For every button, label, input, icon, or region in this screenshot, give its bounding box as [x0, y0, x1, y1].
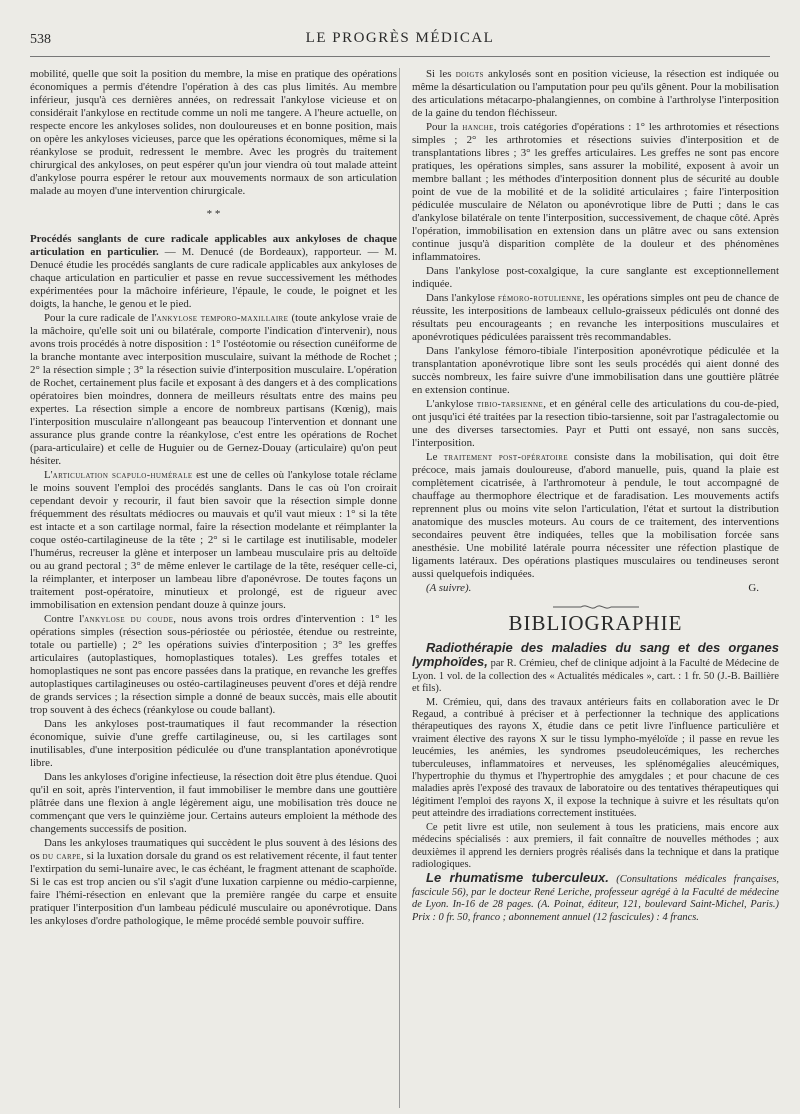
paragraph: L'articulation scapulo-humérale est une de celles où l'ankylose totale réclame le moins souvent l'emploi des procédés sanglants. Dans le cas où l'on croirait cependant devoir y recourir, il faut bien savoir que la résection simple donne fréquemment des résultats médiocres ou mauvais et qu'il vaut mieux : 1° si la tête est intacte et a son cartilage normal, faire la résection modelante et réimplanter la coque ostéo-cartilagineuse de la tête ; 2° si le cartilage est inutilisable, modeler l'humérus, recreuser la glène et interposer un lambeau musculaire pris au deltoïde ou au grand pectoral ; 3° de même enlever le cartilage de la tête, reséquer celle-ci, la réimplanter, et interposer un lambeau libre d'aponévrose. De toutes façons un traitement post-opératoire, minutieux et prolongé, est de rigueur avec immobilisation en extension pendant douze à quinze jours.: [30, 469, 397, 611]
book-title: Le rhumatisme tuberculeux.: [426, 870, 609, 886]
bibliography-entry: Radiothérapie des maladies du sang et des organes lymphoïdes, par R. Crémieu, chef de clinique adjoint à la Faculté de Médecine de Lyon. 1 vol. de la collection des « Actualités médicales », cart. : 1 fr. 50 (J.-B. Baillière et fils).: [412, 640, 779, 695]
paragraph: Dans les ankyloses traumatiques qui succèdent le plus souvent à des lésions des os du carpe, si la luxation dorsale du grand os est relativement récente, il faut tenter l'extirpation du semi-lunaire avec, le cas échéant, le fragment attenant de scaphoïde. Si le cas est trop ancien ou s'il s'agit d'une luxation carpienne ou médio-carpienne, faire l'hémi-résection en enlevant que la première rangée du carpe et ensuite pratiquer l'interposition d'un lambeau pédiculé musculaire ou aponévrotique. Dans les ankyloses d'ordre pathologique, le même procédé semble pouvoir suffire.: [30, 837, 398, 927]
column-rule: [399, 68, 400, 1108]
paragraph: L'ankylose tibio-tarsienne, et en général celle des articulations du cou-de-pied, ont jusqu'ici été traitées par la resection tibio-tarsienne, soit par l'astragalectomie ou une des diverses tarsectomies. Payr et Putti ont essayé, non sans succès, l'interposition.: [412, 398, 779, 449]
running-title: LE PROGRÈS MÉDICAL: [305, 30, 495, 46]
paragraph: Dans l'ankylose fémoro-tibiale l'interposition aponévrotique pédiculée et la transplantation aponévrotique libre sont les seuls procédés qui aient donné des succès nombreux, les faire suivre d'une immobilisation dans une gouttière plâtrée en extension continue.: [412, 345, 779, 396]
section-divider: * *: [206, 208, 221, 220]
section-title: Procédés sanglants de cure radicale applicables aux ankyloses de chaque articulation en particulier.: [30, 233, 397, 258]
paragraph: Si les doigts ankylosés sont en position vicieuse, la résection est indiquée ou même la désarticulation ou l'amputation pour peu qu'ils gênent. Pour la mobilisation des articulations métacarpo-phalangiennes, on combine à l'arthrolyse l'interposition de la gaine du tendon fléchisseur.: [412, 68, 779, 119]
author-signature: G.: [748, 582, 759, 594]
right-column: [412, 68, 779, 925]
paragraph: Dans l'ankylose post-coxalgique, la cure sanglante est exceptionnellement indiquée.: [412, 265, 779, 290]
review-paragraph: M. Crémieu, qui, dans des travaux antérieurs faits en collaboration avec le Dr Regaud, a contribué à préciser et à perfectionner la technique des applications thérapeutiques des rayons X, étudie dans ce petit livre l'influence particulière et vraiment élective des rayons X sur le tissu lympho-myéloïde ; il passe en revue les leucémies, les anémies, les syndromes pseudoleucémiques, les recherches tuberculeuses, inflammatoires et nerveuses, les splénomégalies aleucémiques, l'hypertrophie du thymus et l'hypertrophie des amygdales ; et pour chacune de ces maladies après l'exposé des travaux de laboratoire ou des tentatives thérapeutiques qui légitiment l'emploi des rayons X, il expose la technique à suivre et les résultats qu'on peut atteindre des irradiations correctement instituées.: [412, 696, 779, 820]
review-paragraph: Ce petit livre est utile, non seulement à tous les praticiens, mais encore aux médecins spécialisés : aux premiers, il fait connaître de nouvelles méthodes ; aux deuxièmes il apprend les derniers progrès réalisés dans la technique et dans la pratique radiologiques.: [412, 821, 779, 870]
to-be-continued: (A suivre).: [426, 582, 472, 594]
section-paragraph: Procédés sanglants de cure radicale applicables aux ankyloses de chaque articulation en particulier. — M. Denucé (de Bordeaux), rapporteur. — M. Denucé étudie les procédés sanglants de cure radicale applicables aux ankyloses de chaque articulation en particulier et passe en revue successivement les méthodes expérimentées pour la mâchoire inférieure, l'épaule, le coude, le poignet et les doigts, la hanche, le genou et le pied.: [30, 233, 398, 310]
paragraph: Pour la cure radicale de l'ankylose temporo-maxillaire (toute ankylose vraie de la mâchoire, qu'elle soit uni ou bilatérale, comporte l'indication d'intervenir), nous avons trois procédés à notre disposition : 1° l'ostéotomie ou résection cunéiforme de la branche montante avec interposition musculaire, suivant la méthode de Rochet ; 2° la résection simple ; 3° la résection suivie d'interposition musculaire. L'opération de Rochet, certainement plus facile et exposant à des dangers et à des complications opératoires bien moindres, donnera de meilleurs résultats entre des mains peu expertes. La résection simple a encore de nombreux partisans (Kœnig), mais l'interposition musculaire n'allongeant pas beaucoup l'intervention et donnant une assurance plus grande contre la réankylose, c'est entre les opérations de Rochet (para-articulaire) et celle de Huguier ou de Gernez-Douay (articulaire) qu'on peut hésiter.: [30, 312, 397, 467]
paragraph: Dans les ankyloses post-traumatiques il faut recommander la résection économique, suivie d'une greffe cartilagineuse, ou, si les cartilages sont inutilisables, d'une interposition pédiculée ou d'une transplantation aponévrotique libre.: [30, 718, 397, 769]
page-header: [30, 30, 770, 52]
paragraph: Le traitement post-opératoire consiste dans la mobilisation, qui doit être précoce, mais jamais douloureuse, d'abord manuelle, puis, quand la plaie est complètement cicatrisée, à l'arthromoteur à pendule, le tout accompagné de chauffage au thermophore électrique et de faradisation. Les mouvements actifs reprennent plus ou moins vite selon l'articulation, l'état et surtout la distribution anatomique des muscles moteurs. Au cours de ce traitement, des interventions secondaires peuvent être indiquées, telles que la mobilisation forcée sans anesthésie. Une mobilité latérale pourra nécessiter une réfection plastique de ligaments latéraux. Des opérations plastiques musculaires ou tendineuses seront aussi quelquefois indiquées.: [412, 451, 780, 580]
bibliography-entry: Le rhumatisme tuberculeux. (Consultations médicales françaises, fascicule 56), par le docteur René Leriche, professeur agrégé à la Faculté de médecine de Lyon. In-16 de 28 pages. (A. Poinat, éditeur, 121, boulevard Saint-Michel, Paris.) Prix : 0 fr. 50, franco ; abonnement annuel (12 fascicules) : 4 francs.: [412, 870, 779, 923]
paragraph: Dans l'ankylose fémoro-rotulienne, les opérations simples ont peu de chance de réussite, les interpositions de lambeaux cellulo-graisseux pédiculés ont donné des résultats peu encourageants ; en revanche les interpositions musculaires et aponévrotiques pédiculées paraissent très recommandables.: [412, 292, 780, 343]
attribution: [412, 582, 779, 595]
paragraph: Dans les ankyloses d'origine infectieuse, la résection doit être plus étendue. Quoi qu'il en soit, après l'intervention, il faut immobiliser le membre dans une gouttière plâtrée dans une flexion à angle légèrement aigu, une mobilisation très douce ne commençant que vers le quinzième jour. Certains auteurs emploient la méthode des changements successifs de position.: [30, 771, 397, 835]
paragraph: mobilité, quelle que soit la position du membre, la mise en pratique des opérations économiques a permis d'étendre l'opération à des cas plus limités. Au membre inférieur, jusqu'à ces dernières années, on redressait l'ankylose vicieuse et on considérait l'ankylose en rectitude comme un noli me tangere. A l'heure actuelle, on respecte encore les ankyloses solides, non douloureuses et en bonne position, mais on opère les ankyloses vicieuses, parce que les opérations économiques, même si la réankylose se produit, redressent le membre. Avec les progrès du traitement chirurgical des ankyloses, on peut espérer qu'un jour viendra où tout malade atteint d'ankylose pourra espérer le retour aux mouvements normaux de son articulation malade au moyen d'une intervention chirurgicale.: [30, 68, 397, 197]
header-rule: [30, 56, 770, 57]
bibliography-heading: BIBLIOGRAPHIE: [508, 611, 683, 635]
book-title: Radiothérapie des maladies du sang et des organes lymphoïdes,: [412, 640, 779, 670]
paragraph: Pour la hanche, trois catégories d'opérations : 1° les arthrotomies et résections simples ; 2° les arthrotomies et résections suivies d'interposition et de transplantations libres ; 3° les greffes articulaires. Les greffes ne sont pas encore pratiques, les opérations simples, sans assurer la mobilité, exposent à avoir un membre ballant ; les méthodes d'interposition donnent plus de sécurité au double point de vue de la mobilité et de la solidité articulaires ; faire l'interposition pédiculée musculaire de Nélaton ou aponévrotique libre de Putti ; dans le cas d'ankylose bilatérale on tente l'interposition, successivement, de chaque côté. Après l'opération, immobilisation en extension dans un plâtre avec ou sans extension continue jusqu'à disparition complète de la douleur et des phénomènes inflammatoires.: [412, 121, 779, 263]
left-column: [30, 68, 397, 929]
paragraph: Contre l'ankylose du coude, nous avons trois ordres d'intervention : 1° les opérations simples (résection sous-périostée ou périostée, étendue ou restreinte, totale ou partielle) ; 2° les opérations suivies d'interposition ; 3° les greffes articulaires (autoplastiques, homoplastiques totales). Les greffes totales et homoplastiques ne sont pas encore passées dans la pratique, en revanche les greffes autoplastiques cartilagineuses ou ostéo-cartilagineuses peuvent d'ores et déjà rendre de grands services ; la résection simple a donné de beaux succès, mais elle aboutit trop souvent à des échecs (réankylose ou coude ballant).: [30, 613, 397, 716]
page-number: 538: [30, 32, 51, 47]
